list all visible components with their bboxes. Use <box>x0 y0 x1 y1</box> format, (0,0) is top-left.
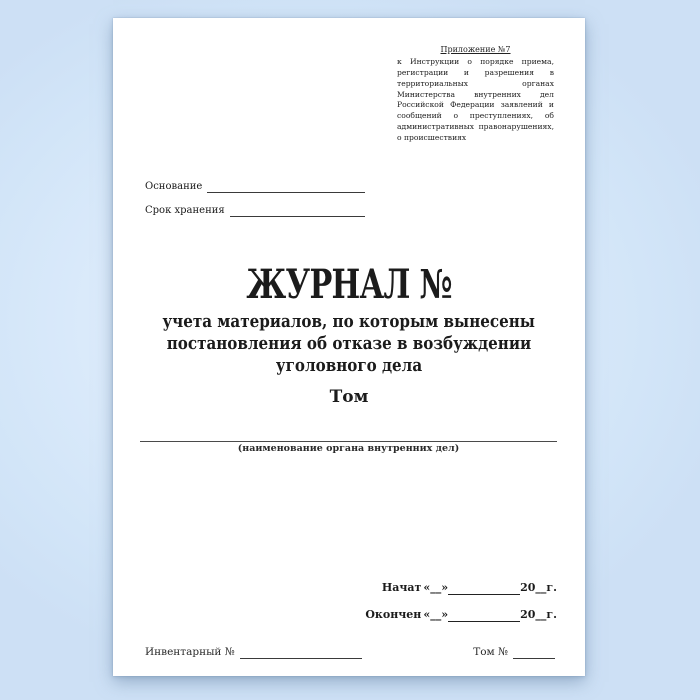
subtitle-line: уголовного дела <box>275 354 423 376</box>
inventory-field <box>145 646 362 658</box>
date-started-day-placeholder: «__» <box>423 581 449 594</box>
retention-field <box>145 205 365 216</box>
volume-number-blank-line <box>513 658 555 659</box>
date-started-blank-line <box>448 594 520 595</box>
date-finished-year: 20__г. <box>520 608 557 621</box>
date-started-label: Начат <box>381 581 422 594</box>
basis-field <box>145 181 365 192</box>
journal-subtitle <box>113 311 585 377</box>
subtitle-line: учета материалов, по которым вынесены <box>162 311 536 332</box>
volume-heading: Том <box>329 387 369 407</box>
dates-section <box>347 581 557 635</box>
org-name-section <box>140 425 557 454</box>
footer-fields <box>145 646 555 658</box>
date-started-year: 20__г. <box>520 581 557 594</box>
date-started-row <box>347 581 557 594</box>
basis-label: Основание <box>145 181 203 192</box>
header-fields <box>145 181 365 229</box>
inventory-label: Инвентарный № <box>145 646 235 658</box>
retention-blank-line <box>230 216 365 217</box>
journal-title: ЖУРНАЛ № <box>246 261 452 308</box>
appendix-body: к Инструкции о порядке приема, регистрации и разрешения в территориальных органах Министерства внутренних дел Российской Федерации заявлений и сообщений о преступлениях, об административных правонарушениях, о происшествиях <box>397 57 554 142</box>
journal-cover-page <box>113 18 585 676</box>
retention-label: Срок хранения <box>145 205 225 216</box>
appendix-block <box>397 44 554 144</box>
subtitle-line: постановления об отказе в возбуждении <box>166 332 532 354</box>
appendix-title: Приложение №7 <box>440 45 511 54</box>
volume-number-label: Том № <box>473 646 508 658</box>
volume-number-field <box>473 646 555 658</box>
date-finished-label: Окончен <box>365 608 422 621</box>
org-name-caption: (наименование органа внутренних дел) <box>237 443 460 454</box>
date-finished-row <box>347 608 557 621</box>
basis-blank-line <box>207 192 365 193</box>
org-name-blank-line <box>140 425 557 442</box>
inventory-blank-line <box>240 658 362 659</box>
date-finished-blank-line <box>448 621 520 622</box>
date-finished-day-placeholder: «__» <box>423 608 449 621</box>
